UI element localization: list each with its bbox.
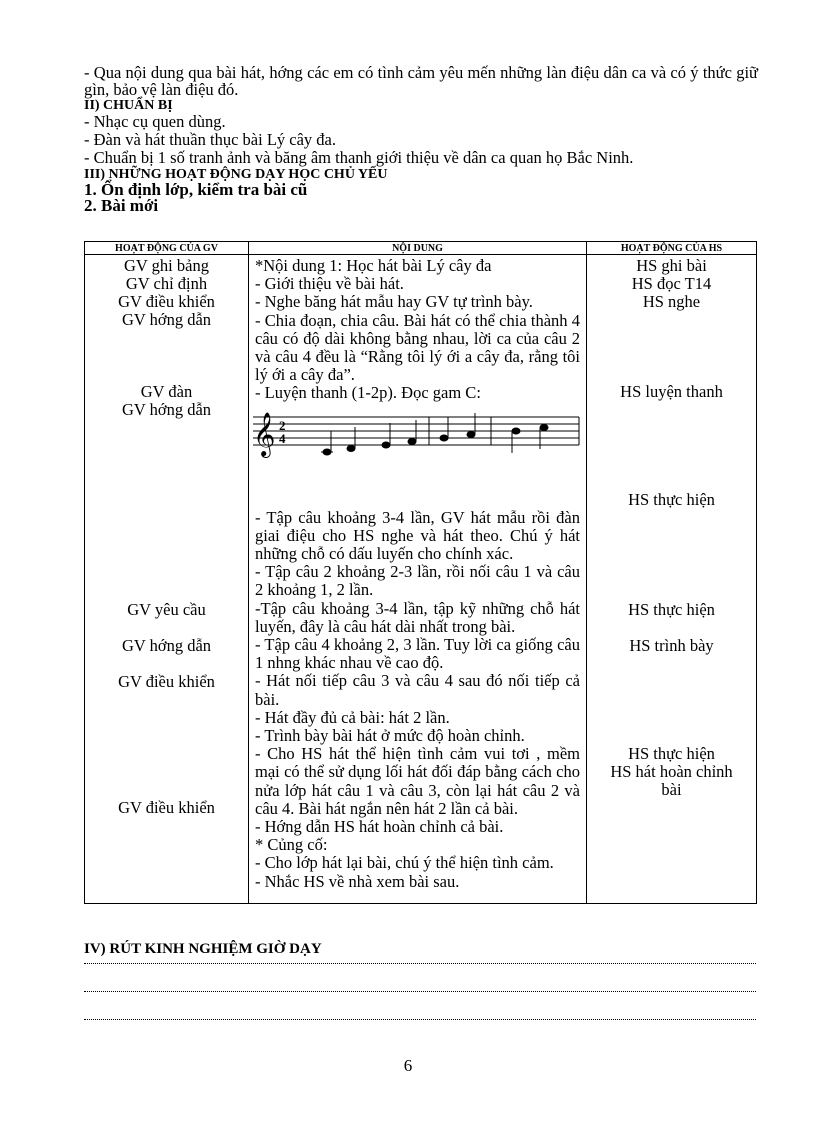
hs-column (587, 255, 757, 904)
note-g (440, 435, 448, 441)
dotted-line (84, 990, 756, 992)
hs-label: HS đọc T14 (631, 274, 712, 293)
content-item: - Hát nối tiếp câu 3 và câu 4 sau đó nối tiếp cả bài. (255, 671, 580, 709)
hs-label: HS ghi bài (636, 256, 707, 275)
content-item: - Tập câu khoảng 3-4 lần, GV hát mẫu rồi đàn giai điệu cho HS nghe và hát theo. Chú ý hát những chỗ có dấu luyến cho chính xác. (255, 507, 580, 564)
section3-title: III) NHỮNG HOẠT ĐỘNG DẠY HỌC CHỦ YẾU (84, 167, 388, 182)
note-f (408, 438, 416, 444)
gv-label: GV điều khiển (118, 798, 215, 817)
gv-label: GV chỉ định (125, 274, 208, 293)
hs-label: HS luyện thanh (620, 382, 723, 401)
music-staff-c-scale (251, 409, 581, 459)
page-number: 6 (403, 1056, 413, 1075)
content-item: - Hát đầy đủ cả bài: hát 2 lần. (255, 707, 450, 727)
content-item: - Giới thiệu về bài hát. (255, 274, 404, 294)
content-item: - Nghe băng hát mẫu hay GV tự trình bày. (255, 292, 533, 312)
gv-label: GV yêu cầu (127, 600, 206, 619)
header-gv: HOẠT ĐỘNG CỦA GV (85, 242, 249, 255)
content-item: - Tập câu 4 khoảng 2, 3 lần. Tuy lời ca giống câu 1 nhng khác nhau về cao độ. (255, 635, 580, 673)
hs-label: HS thực hiện (628, 744, 715, 763)
step1-title: 1. Ổn định lớp, kiểm tra bài cũ (84, 180, 308, 199)
time-signature-bottom: 4 (279, 430, 286, 446)
note-b (512, 428, 520, 434)
dotted-line (84, 1018, 756, 1020)
header-content: NỘI DUNG (249, 242, 587, 255)
prep-item: - Nhạc cụ quen dùng. (84, 112, 226, 131)
note-a (467, 431, 475, 437)
time-signature-top: 2 (279, 417, 286, 433)
note-c-high (540, 424, 548, 430)
dotted-line (84, 962, 756, 964)
content-item: - Chia đoạn, chia câu. Bài hát có thể chia thành 4 câu có độ dài không bằng nhau, lời ca của câu 2 và câu 4 đều là “Rằng tôi lý ới a cây đa, rằng tôi lý ới a cây đa”. (255, 310, 580, 385)
content-column (249, 255, 587, 904)
hs-label: HS thực hiện (628, 600, 715, 619)
hs-label: HS thực hiện (628, 490, 715, 509)
gv-label: GV hớng dẫn (121, 636, 212, 655)
content-item: - Cho lớp hát lại bài, chú ý thể hiện tình cảm. (255, 853, 554, 873)
gv-label: GV điều khiển (118, 292, 215, 311)
content-item: - Luyện thanh (1-2p). Đọc gam C: (255, 383, 481, 403)
content-item: * Củng cố: (255, 835, 328, 855)
note-d (347, 445, 355, 451)
content-item: - Nhắc HS về nhà xem bài sau. (255, 871, 460, 891)
hs-label: bài (661, 780, 682, 799)
content-item: - Hớng dẫn HS hát hoàn chỉnh cả bài. (255, 817, 504, 837)
goal-text: - Qua nội dung qua bài hát, hớng các em có tình cảm yêu mến những làn điệu dân ca và có ý thức giữ gìn, bảo vệ làn điệu đó. (84, 63, 758, 99)
prep-item: - Đàn và hát thuần thục bài Lý cây đa. (84, 130, 336, 149)
table-row (85, 255, 757, 904)
prep-item: - Chuẩn bị 1 số tranh ảnh và băng âm thanh giới thiệu về dân ca quan họ Bắc Ninh. (84, 148, 634, 167)
table-header-row (85, 242, 757, 255)
note-e (382, 442, 390, 448)
note-c (323, 449, 331, 455)
content-item: *Nội dung 1: Học hát bài Lý cây đa (255, 256, 492, 275)
gv-label: GV đàn (140, 382, 193, 401)
gv-label: GV hớng dẫn (121, 310, 212, 329)
treble-clef-icon: 𝄞 (253, 411, 276, 456)
gv-label: GV điều khiển (118, 672, 215, 691)
content-item: - Cho HS hát thể hiện tình cảm vui tơi , mềm mại có thể sử dụng lối hát đối đáp bằng cách cho nửa lớp hát câu 1 và câu 3, còn lại hát câu 2 và câu 4. Bài hát ngắn nên hát 2 lần cả bài. (255, 744, 580, 818)
gv-label: GV hớng dẫn (121, 400, 212, 419)
content-item: - Tập câu 2 khoảng 2-3 lần, rồi nối câu 1 và câu 2 khoảng 1, 2 lần. (255, 562, 580, 600)
section2-title: II) CHUẨN BỊ (84, 98, 173, 113)
hs-label: HS trình bày (629, 636, 714, 655)
content-item: -Tập câu khoảng 3-4 lần, tập kỹ những chỗ hát luyến, đây là câu hát dài nhất trong bài. (255, 598, 580, 636)
step2-title: 2. Bài mới (84, 196, 159, 215)
intro-block (84, 64, 758, 214)
lesson-table (84, 241, 757, 904)
gv-column (85, 255, 249, 904)
hs-label: HS nghe (642, 292, 701, 311)
hs-label: HS hát hoàn chỉnh (610, 762, 733, 781)
gv-label: GV ghi bảng (124, 256, 209, 275)
section4-title: IV) RÚT KINH NGHIỆM GIỜ DẠY (84, 941, 322, 957)
header-hs: HOẠT ĐỘNG CỦA HS (587, 242, 757, 255)
content-item: - Trình bày bài hát ở mức độ hoàn chỉnh. (255, 726, 525, 746)
